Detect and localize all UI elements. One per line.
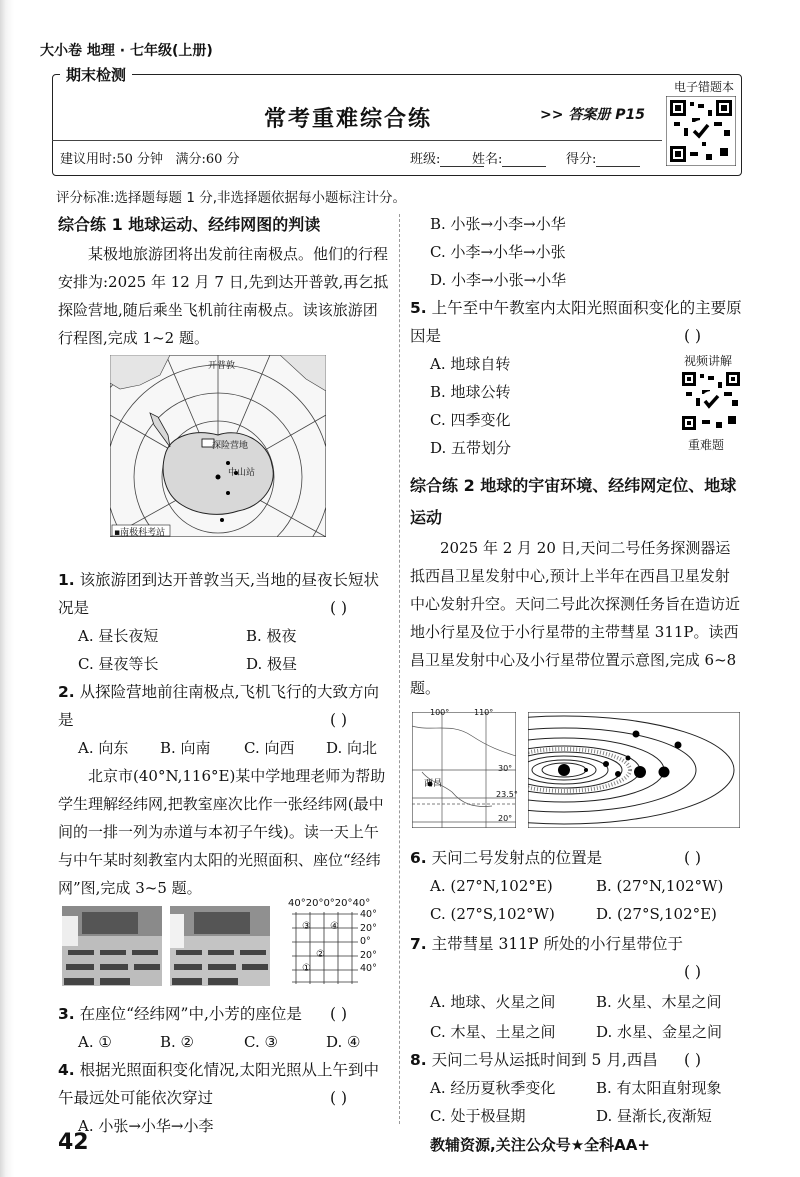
exam-tag: 期末检测 [60, 64, 132, 85]
q1-option-c[interactable]: C. 昼夜等长 [78, 655, 159, 673]
section-2-intro: 2025 年 2 月 20 日,天问二号任务探测器运抵西昌卫星发射中心,预计上半年在西昌卫星发射中心发射升空。天问二号此次探测任务旨在造访近地小行星及位于小行星带的主带彗星 311P。读西昌卫星发射中心及小行星带位置示意图,完成 6~8 题。 [410, 539, 741, 697]
q1-option-d[interactable]: D. 极昼 [246, 655, 298, 673]
map-legend-station: ▪南极科考站 [114, 528, 166, 538]
q8-option-d[interactable]: D. 昼渐长,夜渐短 [596, 1107, 712, 1125]
map-label-camp: 探险营地 [212, 441, 249, 451]
map-label-station: 中山站 [228, 468, 256, 478]
q8-option-a[interactable]: A. 经历夏秋季变化 [430, 1079, 556, 1097]
q4-option-a[interactable]: A. 小张→小华→小李 [78, 1117, 214, 1135]
question-1: 1. 该旅游团到达开普敦当天,当地的昼夜长短状况是 [58, 571, 380, 617]
q3-option-b[interactable]: B. ② [160, 1033, 195, 1051]
q8-option-c[interactable]: C. 处于极昼期 [430, 1107, 526, 1125]
xichang-lat-tropic: 23.5° [496, 790, 518, 799]
xichang-label: 西昌 [424, 779, 443, 789]
q2-option-d[interactable]: D. 向北 [326, 739, 378, 757]
question-6: 6. 天问二号发射点的位置是 [410, 849, 603, 867]
solar-system-diagram [528, 712, 740, 828]
footer-promo: 教辅资源,关注公众号★全科AA+ [430, 1136, 650, 1154]
seat-marker-3: ③ [302, 921, 311, 932]
q1-option-a[interactable]: A. 昼长夜短 [78, 627, 159, 645]
xichang-lon-100: 100° [430, 708, 450, 717]
q4-option-b[interactable]: B. 小张→小李→小华 [430, 215, 566, 233]
question-5: 5. 上午至中午教室内太阳光照面积变化的主要原因是 [410, 299, 742, 345]
q8-answer-bracket[interactable]: ( ) [684, 1051, 702, 1069]
q3-answer-bracket[interactable]: ( ) [330, 1005, 348, 1023]
q6-answer-bracket[interactable]: ( ) [684, 849, 702, 867]
question-2: 2. 从探险营地前往南极点,飞机飞行的大致方向是 [58, 683, 380, 729]
seat-marker-4: ④ [330, 921, 339, 932]
q4-option-c[interactable]: C. 小李→小华→小张 [430, 243, 566, 261]
name-field[interactable]: 姓名: [472, 148, 546, 167]
section-1-heading: 综合练 1 地球运动、经纬网图的判读 [58, 215, 321, 234]
q7-answer-bracket[interactable]: ( ) [684, 963, 702, 981]
page-title: 常考重难综合练 [264, 107, 433, 132]
grading-standard: 评分标准:选择题每题 1 分,非选择题依据每小题标注计分。 [56, 190, 407, 206]
q7-option-a[interactable]: A. 地球、火星之间 [430, 993, 556, 1011]
q2-option-c[interactable]: C. 向西 [244, 739, 295, 757]
ebook-label: 电子错题本 [674, 80, 735, 94]
seat-marker-2: ② [316, 949, 325, 960]
q1-answer-bracket[interactable]: ( ) [330, 599, 348, 617]
question-4: 4. 根据光照面积变化情况,太阳光照从上午到中午最远处可能依次穿过 [58, 1061, 380, 1107]
q4-option-d[interactable]: D. 小李→小张→小华 [430, 271, 567, 289]
q6-option-b[interactable]: B. (27°N,102°W) [596, 877, 724, 895]
q3-5-intro: 北京市(40°N,116°E)某中学地理老师为帮助学生理解经纬网,把教室座次比作一张经纬网(最中间的一排一列为赤道与本初子午线)。读一天上午与中午某时刻教室内太阳的光照面积、座位“经纬网”图,完成 3~5 题。 [58, 767, 386, 897]
q5-option-c[interactable]: C. 四季变化 [430, 411, 511, 429]
book-title: 大小卷 地理 · 七年级(上册) [40, 43, 213, 59]
xichang-lat-20: 20° [498, 814, 513, 823]
page-number: 42 [58, 1130, 89, 1155]
score-field[interactable]: 得分: [566, 148, 640, 167]
video-label: 视频讲解 [684, 354, 733, 368]
q3-option-c[interactable]: C. ③ [244, 1033, 278, 1051]
question-7: 7. 主带彗星 311P 所处的小行星带位于 [410, 935, 683, 953]
q8-option-b[interactable]: B. 有太阳直射现象 [596, 1079, 722, 1097]
q6-option-c[interactable]: C. (27°S,102°W) [430, 905, 555, 923]
question-3: 3. 在座位“经纬网”中,小芳的座位是 [58, 1005, 302, 1023]
answer-ref: >> 答案册 P15 [540, 107, 645, 123]
q2-option-b[interactable]: B. 向南 [160, 739, 211, 757]
map-label-kaipu: 开普敦 [208, 361, 236, 371]
xichang-lon-110: 110° [474, 708, 494, 717]
q2-option-a[interactable]: A. 向东 [78, 739, 129, 757]
section-1-intro: 某极地旅游团将出发前往南极点。他们的行程安排为:2025 年 12 月 7 日,先到达开普敦,再乞抵探险营地,随后乘坐飞机前往南极点。读该旅游团行程图,完成 1~2 题。 [58, 245, 389, 347]
q6-option-d[interactable]: D. (27°S,102°E) [596, 905, 717, 923]
double-chevron-icon: >> [540, 107, 564, 123]
classroom-photo-noon [170, 906, 270, 986]
seat-grid-lon-labels: 40°20°0°20°40° [288, 898, 371, 909]
classroom-photo-morning [62, 906, 162, 986]
q5-answer-bracket[interactable]: ( ) [684, 327, 702, 345]
q3-option-a[interactable]: A. ① [78, 1033, 112, 1051]
q7-option-d[interactable]: D. 水星、金星之间 [596, 1023, 723, 1041]
section-2-heading: 综合练 2 地球的宇宙环境、经纬网定位、地球运动 [410, 476, 737, 527]
xichang-lat-30: 30° [498, 764, 513, 773]
time-info: 建议用时:50 分钟 满分:60 分 [60, 152, 240, 167]
difficult-label: 重难题 [688, 438, 725, 452]
q2-answer-bracket[interactable]: ( ) [330, 711, 348, 729]
q1-option-b[interactable]: B. 极夜 [246, 627, 297, 645]
column-divider [399, 214, 400, 1124]
q7-option-b[interactable]: B. 火星、木星之间 [596, 993, 722, 1011]
q3-option-d[interactable]: D. ④ [326, 1033, 361, 1051]
q5-option-d[interactable]: D. 五带划分 [430, 439, 512, 457]
q6-option-a[interactable]: A. (27°N,102°E) [430, 877, 553, 895]
q5-option-b[interactable]: B. 地球公转 [430, 383, 511, 401]
header-separator [52, 140, 662, 141]
seat-grid-lat-labels: 40° 20° 0° 20° 40° [360, 909, 377, 974]
class-field[interactable]: 班级: [410, 148, 484, 167]
question-8: 8. 天问二号从运抵时间到 5 月,西昌 [410, 1051, 658, 1069]
q5-option-a[interactable]: A. 地球自转 [430, 355, 511, 373]
q7-option-c[interactable]: C. 木星、土星之间 [430, 1023, 556, 1041]
ebook-qr-code[interactable] [666, 96, 736, 166]
video-qr-code[interactable] [680, 370, 742, 432]
seat-marker-1: ① [302, 963, 311, 974]
q4-answer-bracket[interactable]: ( ) [330, 1089, 348, 1107]
